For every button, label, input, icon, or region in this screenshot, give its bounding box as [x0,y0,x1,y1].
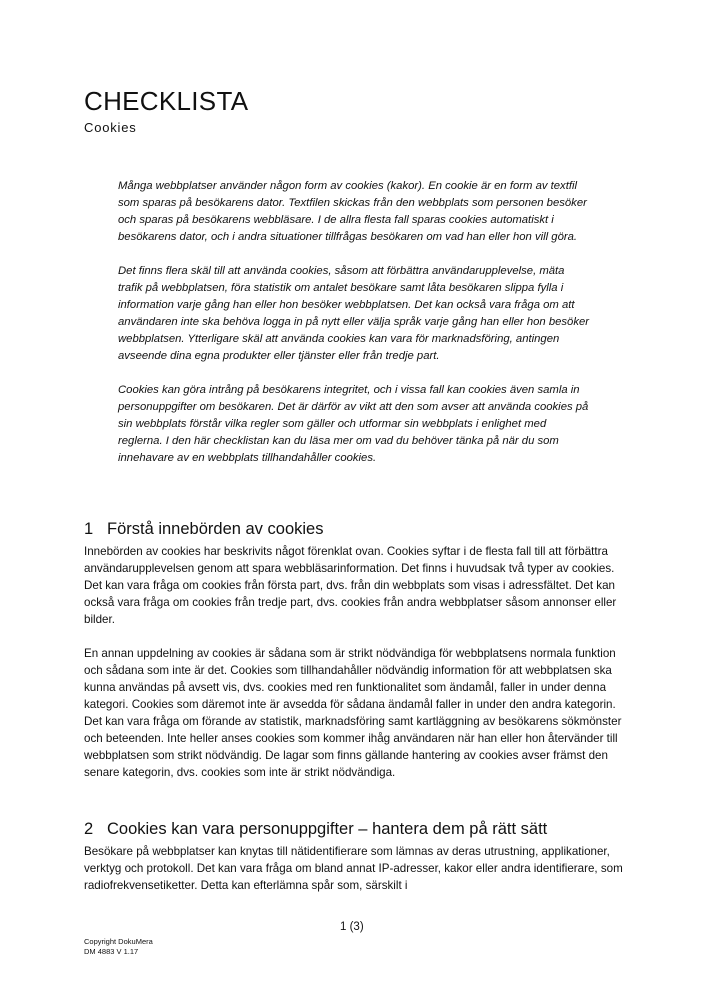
intro-paragraph: Det finns flera skäl till att använda cookies, såsom att förbättra användarupplevelse, mäta trafik på webbplatsen, föra statistik om antalet besökare samt låta besökaren slippa fylla i information varje gång han eller hon besöker webbplatsen. Det kan också vara fråga om att användaren inte ska behöva logga in på nytt eller välja språk varje gång han eller hon besöker webbplatsen. Ytterligare skäl att använda cookies kan vara för marknadsföring, antingen avseende dina egna produkter eller tjänster eller från tredje part. [118,265,590,362]
page-number: 1 (3) [340,921,364,933]
section-heading-text: Förstå innebörden av cookies [107,520,324,538]
body-paragraph: Innebörden av cookies har beskrivits något förenklat ovan. Cookies syftar i de flesta fall till att förbättra användarupplevelsen genom att spara webbläsarinformation. Det finns i huvudsak två typer av cookies. Det kan vara fråga om cookies från första part, dvs. från din webbplats som visas i adressfältet. Det kan också vara fråga om cookies från tredje part, dvs. cookies från andra webbplatser såsom annonser eller bilder. [84,545,617,626]
document-subtitle: Cookies [84,120,137,135]
intro-paragraph: Cookies kan göra intrång på besökarens integritet, och i vissa fall kan cookies även samla in personuppgifter om besökaren. Det är därför av vikt att den som avser att använda cookies på sin webbplats förstår vilka regler som gäller och utformar sin webbplats i enlighet med reglerna. I den här checklistan kan du läsa mer om vad du behöver tänka på när du som innehavare av en webbplats tillhandahåller cookies. [118,384,589,464]
document-title: CHECKLISTA [84,86,249,116]
footer-copyright: Copyright DokuMera [84,937,153,946]
section-number: 2 [84,820,94,838]
footer-document-id: DM 4883 V 1.17 [84,947,139,956]
section-heading [84,818,547,840]
section-heading [84,518,323,540]
section-number: 1 [84,520,94,538]
section-heading-text: Cookies kan vara personuppgifter – hantera dem på rätt sätt [107,820,548,838]
body-paragraph: En annan uppdelning av cookies är sådana som är strikt nödvändiga för webbplatsens normala funktion och sådana som inte är det. Cookies som tillhandahåller nödvändig information för att webbplatsen ska kunna användas på avsett vis, dvs. cookies med ren funktionalitet som ändamål, faller in under denna kategori. Cookies som däremot inte är avsedda för sådana ändamål faller in under den andra kategorin. Det kan vara fråga om förande av statistik, marknadsföring samt kartläggning av besökarens sökmönster och beteenden. Inte heller anses cookies som kommer ihåg användaren när han eller hon återvänder till webbplatsen som strikt nödvändig. De lagar som finns gällande hantering av cookies avser främst den senare kategorin, dvs. cookies som inte är strikt nödvändiga. [84,647,622,779]
intro-block [118,178,590,484]
footer [84,937,153,957]
section-body [84,843,624,911]
body-paragraph: Besökare på webbplatser kan knytas till nätidentifierare som lämnas av deras utrustning, applikationer, verktyg och protokoll. Det kan vara fråga om bland annat IP-adresser, kakor eller andra identifierare, som radiofrekvensetiketter. Detta kan efterlämna spår som, särskilt i [84,845,623,892]
intro-paragraph: Många webbplatser använder någon form av cookies (kakor). En cookie är en form av textfil som sparas på besökarens dator. Textfilen skickas från den webbplats som personen besöker och sparas på besökarens webbläsare. I de allra flesta fall sparas cookies automatiskt i besökarens dator, och i andra situationer tillfrågas besökaren om vad han eller hon vill göra. [118,180,587,243]
section-body [84,543,624,798]
